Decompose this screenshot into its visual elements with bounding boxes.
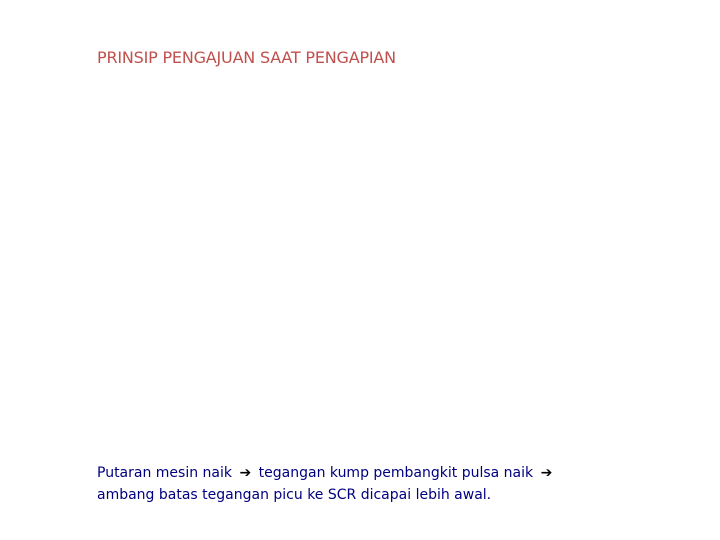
body-line-1 bbox=[97, 462, 697, 484]
right-arrow-icon: ➔ bbox=[540, 465, 553, 481]
body-line-2: ambang batas tegangan picu ke SCR dicapai lebih awal. bbox=[97, 487, 492, 503]
right-arrow-icon: ➔ bbox=[239, 465, 252, 481]
slide-body-text bbox=[97, 462, 697, 506]
body-text-segment: Putaran mesin naik bbox=[97, 465, 233, 481]
slide-title: PRINSIP PENGAJUAN SAAT PENGAPIAN bbox=[97, 48, 396, 67]
body-text-segment: tegangan kump pembangkit pulsa naik bbox=[258, 465, 534, 481]
